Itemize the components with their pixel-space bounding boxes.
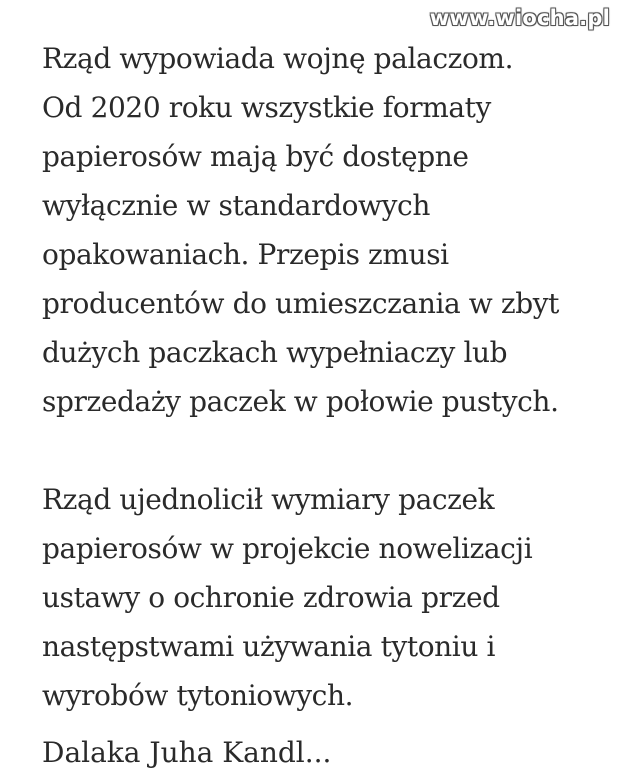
text-line: sprzedaży paczek w połowie pustych. [42,385,559,418]
text-line: ustawy o ochronie zdrowia przed [42,581,500,614]
text-line: Rząd wypowiada wojnę palaczom. [42,42,514,75]
article-body [42,34,602,720]
text-line: Rząd ujednolicił wymiary paczek [42,483,495,516]
paragraph-2 [42,475,602,720]
text-line: wyłącznie w standardowych [42,189,430,222]
paragraph-1 [42,34,602,426]
text-line: dużych paczkach wypełniaczy lub [42,336,508,369]
text-line: Od 2020 roku wszystkie formaty [42,91,491,124]
cut-off-text-line: Dalaka Juha Kandl... [42,736,332,769]
text-line: producentów do umieszczania w zbyt [42,287,560,320]
text-line: papierosów w projekcie nowelizacji [42,532,533,565]
text-line: papierosów mają być dostępne [42,140,469,173]
text-line: wyrobów tytoniowych. [42,679,354,712]
text-line: opakowaniach. Przepis zmusi [42,238,449,271]
watermark-logo: www.wiocha.pl [429,6,610,30]
text-line: następstwami używania tytoniu i [42,630,496,663]
paragraph-gap [42,426,602,475]
